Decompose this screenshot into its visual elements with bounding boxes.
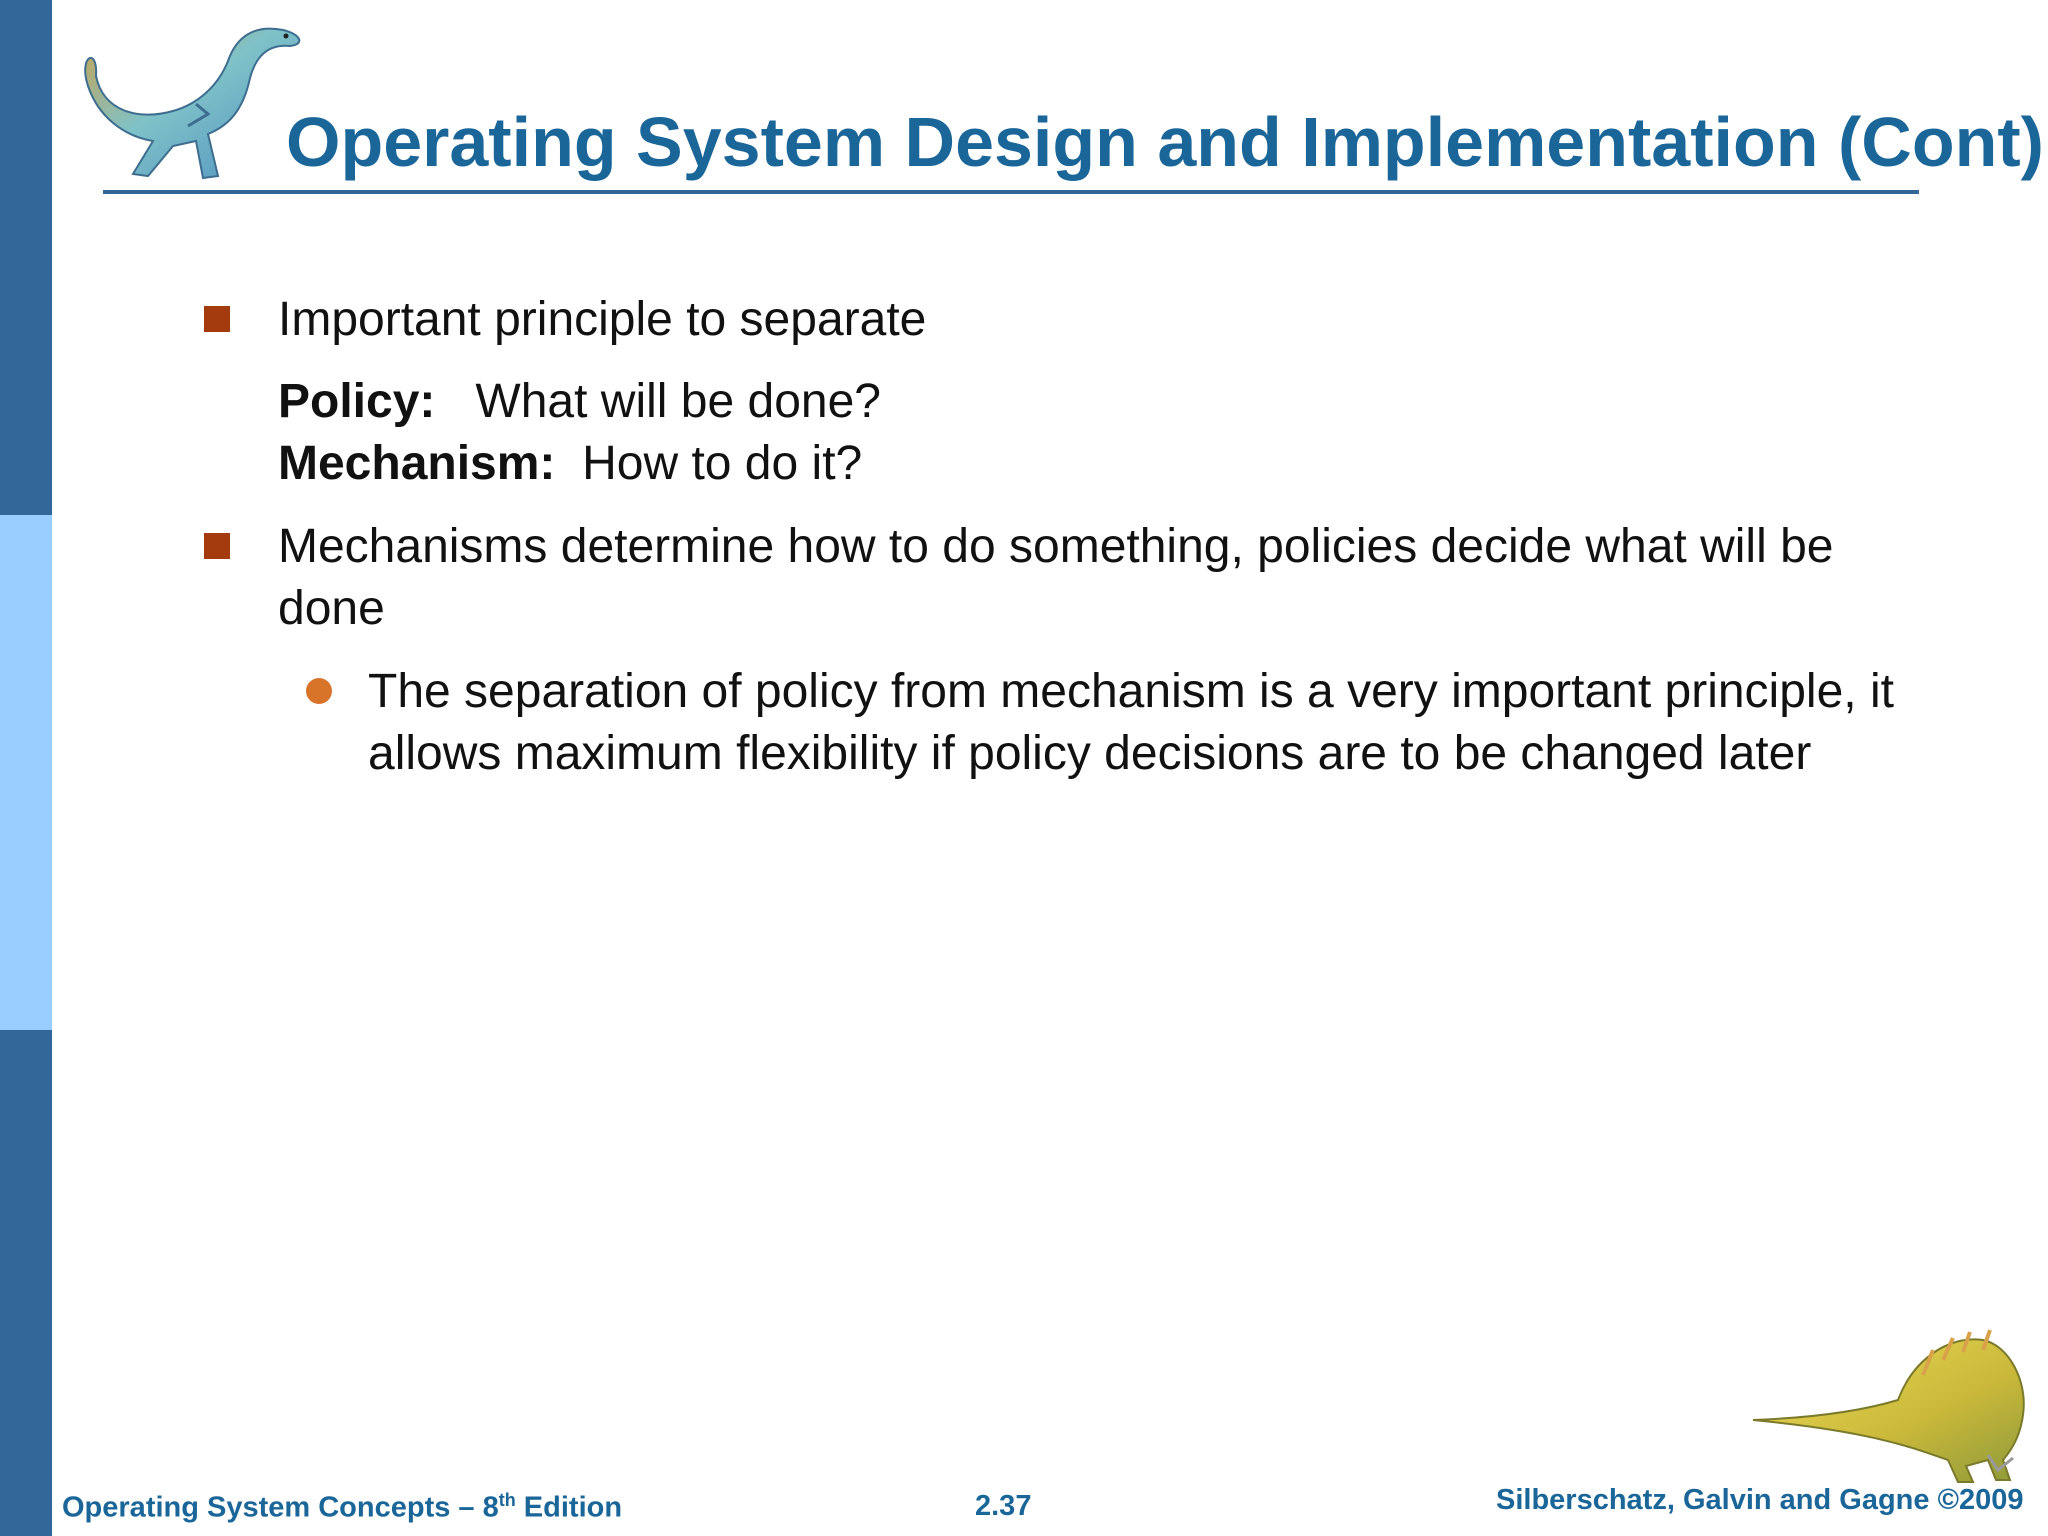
footer-superscript: th <box>498 1490 516 1510</box>
square-bullet-icon <box>204 533 230 559</box>
bullet-text-line: Mechanisms determine how to do something, policies decide what will be <box>278 520 1834 573</box>
dinosaur-icon <box>1748 1320 2033 1485</box>
footer-book-title-text: Operating System Concepts – 8 <box>62 1491 499 1524</box>
round-bullet-icon <box>306 678 332 704</box>
slide-title: Operating System Design and Implementation (Cont) <box>286 103 2044 181</box>
footer-authors: Silberschatz, Galvin and Gagne ©2009 <box>1496 1484 2024 1516</box>
definition-term: Mechanism: <box>278 437 556 490</box>
definition-text: How to do it? <box>582 437 863 490</box>
footer-book-edition: Edition <box>515 1491 623 1524</box>
bullet-text: Important principle to separate <box>278 293 927 346</box>
square-bullet-icon <box>204 306 230 332</box>
definition-mechanism <box>278 434 862 494</box>
sub-bullet-text-line: The separation of policy from mechanism is a very important principle, it <box>368 665 1894 718</box>
definition-text: What will be done? <box>475 375 881 428</box>
page-number: 2.37 <box>975 1490 1032 1522</box>
footer-book-title <box>62 1490 622 1525</box>
definition-policy <box>278 372 881 432</box>
bullet-text-line: done <box>278 582 385 635</box>
sub-bullet-text-line: allows maximum flexibility if policy decisions are to be changed later <box>368 727 1812 780</box>
definition-term: Policy: <box>278 375 436 428</box>
